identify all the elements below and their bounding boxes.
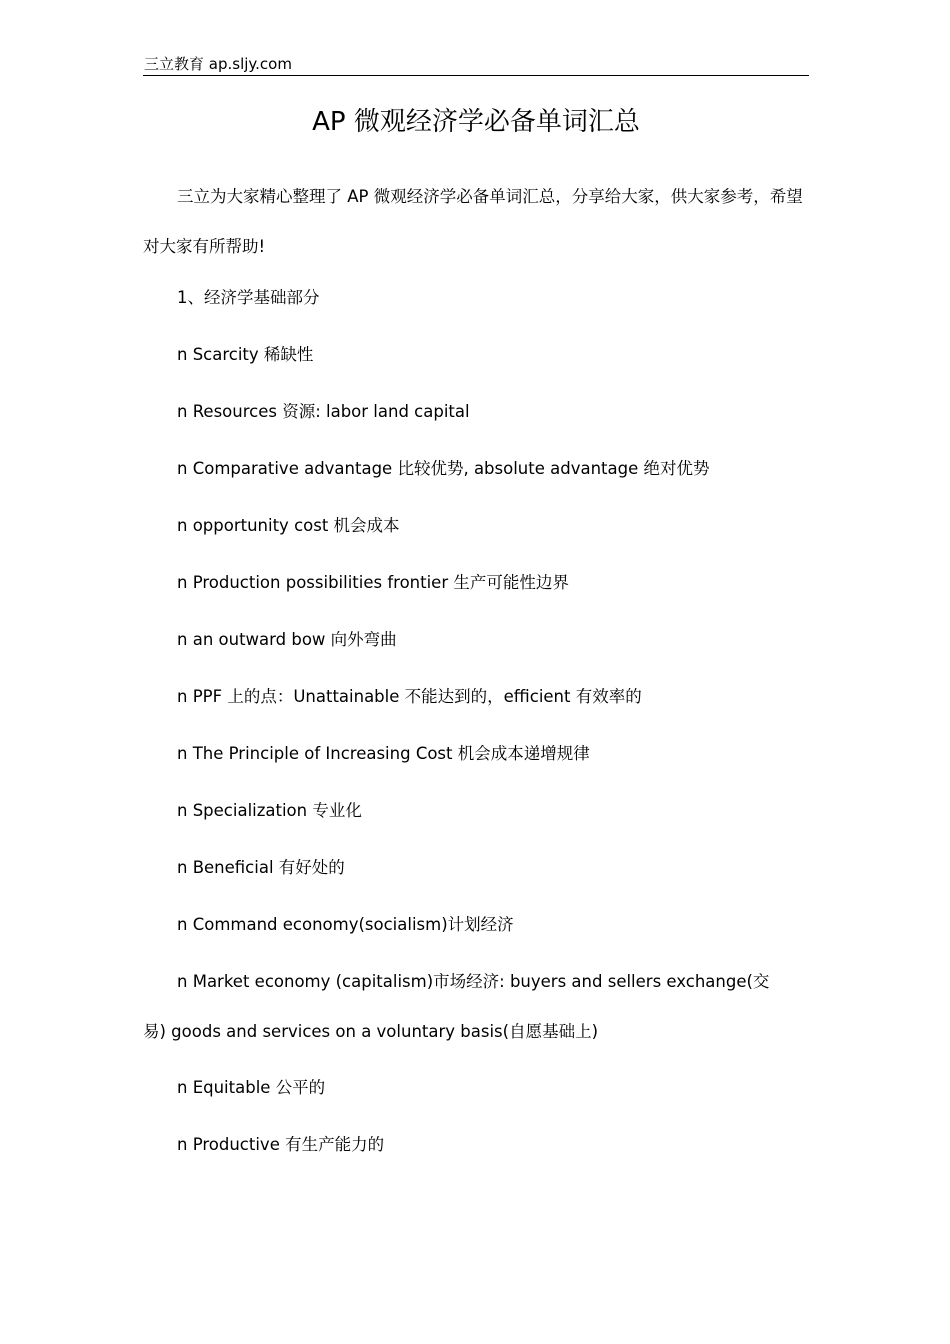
vocab-item: n The Principle of Increasing Cost 机会成本递增规律: [177, 744, 590, 763]
vocab-item: n Comparative advantage 比较优势, absolute advantage 绝对优势: [177, 459, 710, 478]
vocab-item: n Beneficial 有好处的: [177, 858, 345, 877]
intro-paragraph: 三立为大家精心整理了 AP 微观经济学必备单词汇总，分享给大家，供大家参考，希望对大家有所帮助!: [143, 187, 803, 256]
page-header: [143, 54, 809, 76]
vocab-item: n Specialization 专业化: [177, 801, 362, 820]
vocab-item: n PPF 上的点：Unattainable 不能达到的，efficient 有效率的: [177, 687, 642, 706]
vocab-item: n Equitable 公平的: [177, 1078, 326, 1097]
vocab-item: n Command economy(socialism)计划经济: [177, 915, 514, 934]
vocab-item: n an outward bow 向外弯曲: [177, 630, 397, 649]
header-text: 三立教育 ap.sljy.com: [144, 55, 292, 73]
vocab-item: n Production possibilities frontier 生产可能性边界: [177, 573, 569, 592]
vocab-item: n Market economy (capitalism)市场经济: buyers and sellers exchange(交易) goods and services on a voluntary basis(自愿基础上): [143, 972, 770, 1041]
vocab-item: n Productive 有生产能力的: [177, 1135, 385, 1154]
section-heading: 1、经济学基础部分: [177, 288, 320, 307]
vocab-item: n opportunity cost 机会成本: [177, 516, 400, 535]
document-title: AP 微观经济学必备单词汇总: [312, 107, 640, 137]
vocab-item: n Resources 资源: labor land capital: [177, 402, 470, 421]
vocab-item: n Scarcity 稀缺性: [177, 345, 314, 364]
